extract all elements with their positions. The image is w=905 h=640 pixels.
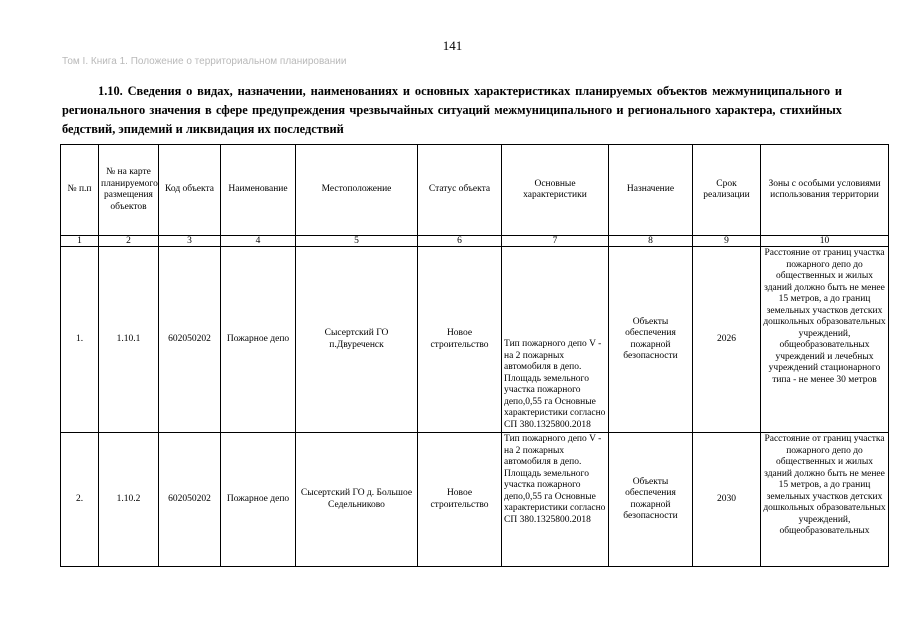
object-purpose: Объекты обеспечения пожарной безопасности: [609, 433, 693, 567]
object-code: 602050202: [159, 433, 221, 567]
page-number: 141: [442, 38, 463, 53]
row-number: 2.: [61, 433, 99, 567]
header-cell: Срок реализации: [693, 145, 761, 236]
column-number: 2: [99, 236, 159, 247]
column-number: 6: [418, 236, 502, 247]
object-code: 602050202: [159, 247, 221, 433]
header-cell: Местоположение: [296, 145, 418, 236]
map-number: 1.10.1: [99, 247, 159, 433]
implementation-term: 2026: [693, 247, 761, 433]
running-header: Том I. Книга 1. Положение о территориальном планировании: [62, 56, 347, 67]
column-number: 9: [693, 236, 761, 247]
column-number-row: [61, 236, 889, 247]
column-number: 1: [61, 236, 99, 247]
header-cell: № на карте планируемого размещения объектов: [99, 145, 159, 236]
object-purpose: Объекты обеспечения пожарной безопасности: [609, 247, 693, 433]
table-row: [61, 247, 889, 433]
column-number: 8: [609, 236, 693, 247]
table-header-row: [61, 145, 889, 236]
object-name: Пожарное депо: [221, 247, 296, 433]
header-cell: Назначение: [609, 145, 693, 236]
object-location: Сысертский ГО д. Большое Седельниково: [296, 433, 418, 567]
column-number: 3: [159, 236, 221, 247]
map-number: 1.10.2: [99, 433, 159, 567]
column-number: 5: [296, 236, 418, 247]
table-row: [61, 433, 889, 567]
header-cell: Статус объекта: [418, 145, 502, 236]
object-characteristics: Тип пожарного депо V - на 2 пожарных автомобиля в депо. Площадь земельного участка пожарного депо,0,55 га Основные характеристики согласно СП 380.1325800.2018: [502, 433, 609, 567]
special-zones: Расстояние от границ участка пожарного депо до общественных и жилых зданий должно быть не менее 15 метров, а до границ земельных участков детских дошкольных образовательных учреждений, общеобразовательных учреждений и лечебных учреждений стационарного типа - не менее 30 метров: [761, 247, 889, 433]
special-zones: Расстояние от границ участка пожарного депо до общественных и жилых зданий должно быть не менее 15 метров, а до границ земельных участков детских дошкольных образовательных учреждений, общеобразовательных: [761, 433, 889, 567]
object-status: Новое строительство: [418, 247, 502, 433]
object-location: Сысертский ГО п.Двуреченск: [296, 247, 418, 433]
implementation-term: 2030: [693, 433, 761, 567]
row-number: 1.: [61, 247, 99, 433]
section-heading: 1.10. Сведения о видах, назначении, наименованиях и основных характеристиках планируемых объектов межмуниципального и регионального значения в сфере предупреждения чрезвычайных ситуаций межмуниципального и регионального характера, стихийных бедствий, эпидемий и ликвидация их последствий: [62, 84, 842, 136]
header-cell: Зоны с особыми условиями использования территории: [761, 145, 889, 236]
object-name: Пожарное депо: [221, 433, 296, 567]
column-number: 7: [502, 236, 609, 247]
header-cell: Наименование: [221, 145, 296, 236]
object-status: Новое строительство: [418, 433, 502, 567]
header-cell: Основные характеристики: [502, 145, 609, 236]
column-number: 4: [221, 236, 296, 247]
header-cell: Код объекта: [159, 145, 221, 236]
column-number: 10: [761, 236, 889, 247]
planned-objects-table: [60, 144, 889, 567]
object-characteristics: Тип пожарного депо V - на 2 пожарных автомобиля в депо. Площадь земельного участка пожарного депо,0,55 га Основные характеристики согласно СП 380.1325800.2018: [502, 247, 609, 433]
header-cell: № п.п: [61, 145, 99, 236]
